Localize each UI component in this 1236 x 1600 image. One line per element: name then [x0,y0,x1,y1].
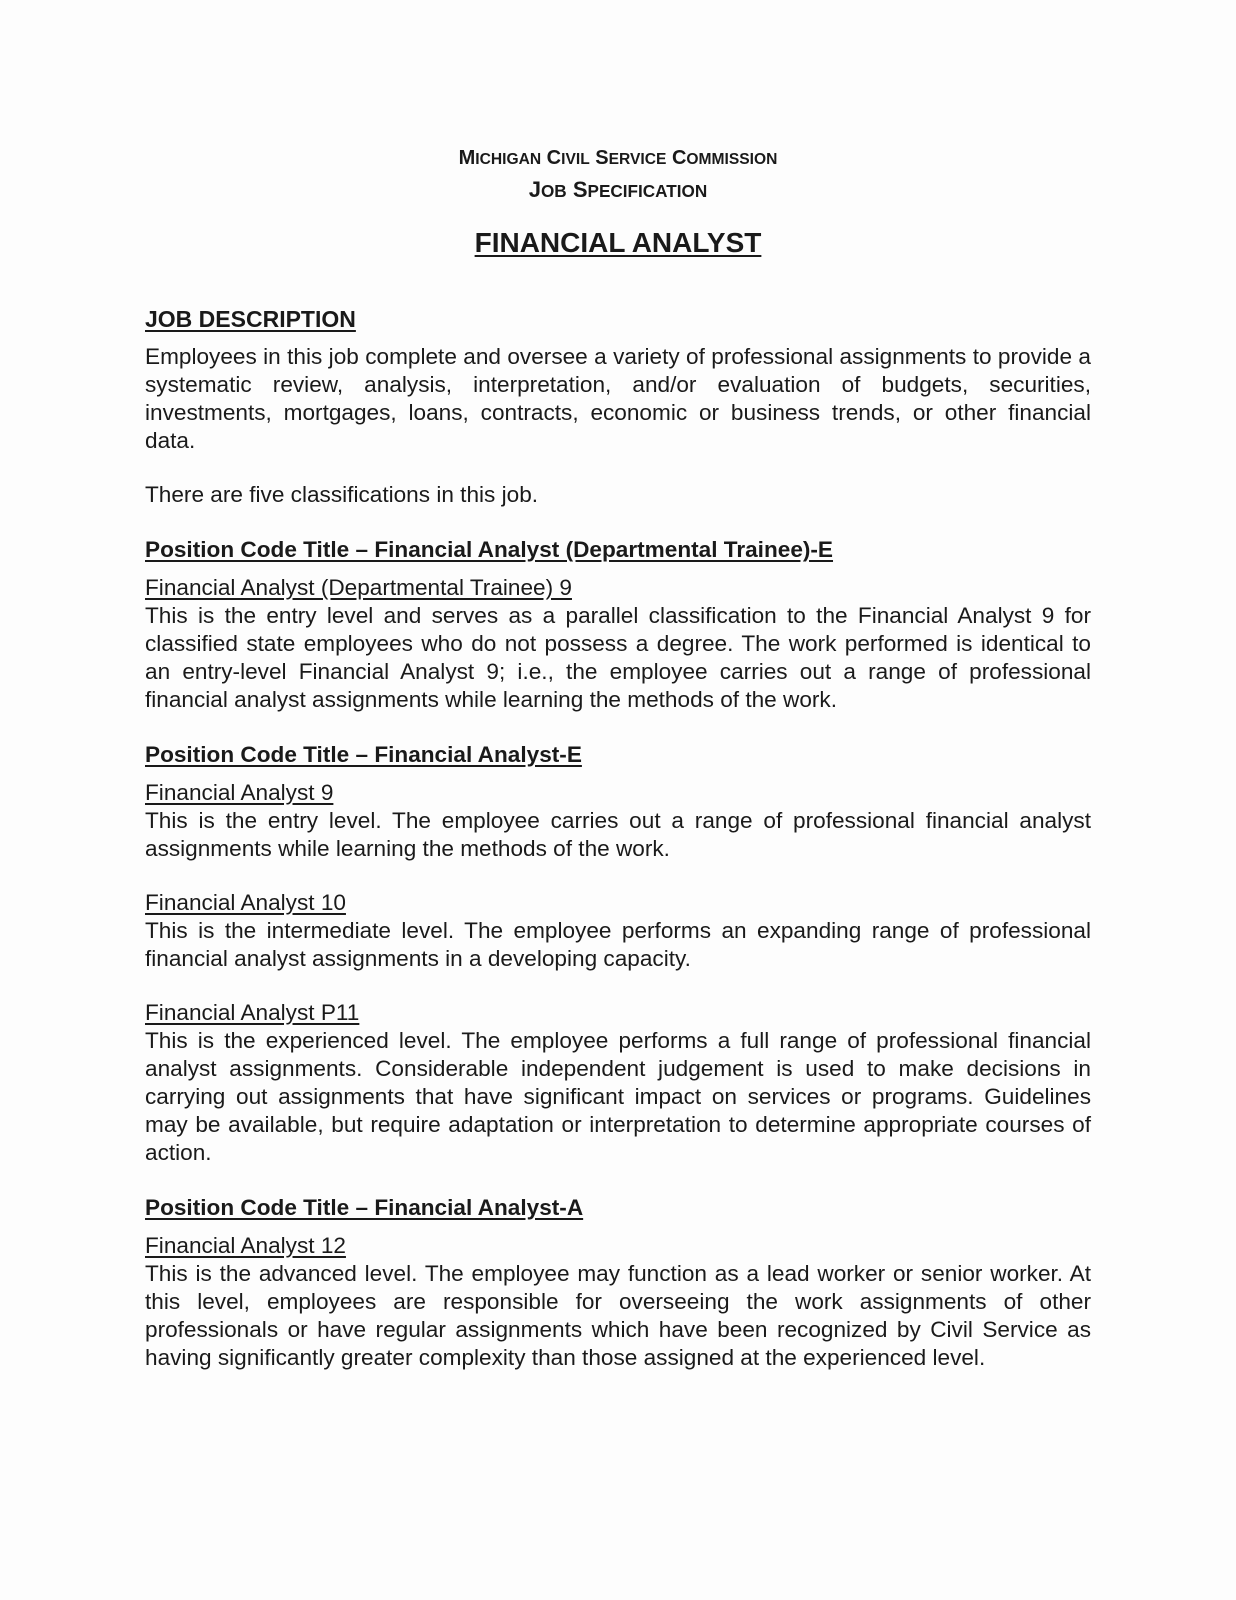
position-code-title: Position Code Title – Financial Analyst-E [145,742,582,767]
classification-description: This is the advanced level. The employee may function as a lead worker or senior worker. At this level, employees are responsible for overseeing the work assignments of other professionals or have regular assignments which have been recognized by Civil Service as having significantly greater complexity than those assigned at the experienced level. [145,1261,1091,1370]
classification-description: This is the entry level. The employee carries out a range of professional financial analyst assignments while learning the methods of the work. [145,808,1091,861]
commission-name: MICHIGAN CIVIL SERVICE COMMISSION [458,147,778,169]
position-section [145,1194,1091,1372]
position-code-title: Position Code Title – Financial Analyst (Departmental Trainee)-E [145,537,834,562]
classification-description: This is the entry level and serves as a parallel classification to the Financial Analyst 9 for classified state employees who do not possess a degree. The work performed is identical to an entry-level Financial Analyst 9; i.e., the employee carries out a range of professional financial analyst assignments while learning the methods of the work. [145,603,1091,712]
classification-count-paragraph: There are five classifications in this job. [145,482,539,507]
classification-title: Financial Analyst 9 [145,780,334,805]
classification-description: This is the experienced level. The employee performs a full range of professional financial analyst assignments. Considerable independent judgement is used to make decisions in carrying out assignments that have significant impact on services or programs. Guidelines may be available, but require adaptation or interpretation to determine appropriate courses of action. [145,1028,1091,1165]
classification-title: Financial Analyst 10 [145,890,346,915]
job-description-paragraph: Employees in this job complete and oversee a variety of professional assignments to provide a systematic review, analysis, interpretation, and/or evaluation of budgets, securities, investments, mortgages, loans, contracts, economic or business trends, or other financial data. [145,344,1091,453]
job-title: FINANCIAL ANALYST [474,227,762,258]
document-type: JOB SPECIFICATION [528,177,708,202]
position-section [145,536,1091,714]
classification-description: This is the intermediate level. The employee performs an expanding range of professional financial analyst assignments in a developing capacity. [145,918,1091,971]
job-description-heading: JOB DESCRIPTION [145,306,356,332]
classification-title: Financial Analyst P11 [145,1000,360,1025]
classification-title: Financial Analyst (Departmental Trainee) 9 [145,575,572,600]
position-section [145,741,1091,1167]
classification-title: Financial Analyst 12 [145,1233,346,1258]
page-title [0,227,1236,259]
document-body [145,305,1091,1372]
position-code-title: Position Code Title – Financial Analyst-A [145,1195,584,1220]
